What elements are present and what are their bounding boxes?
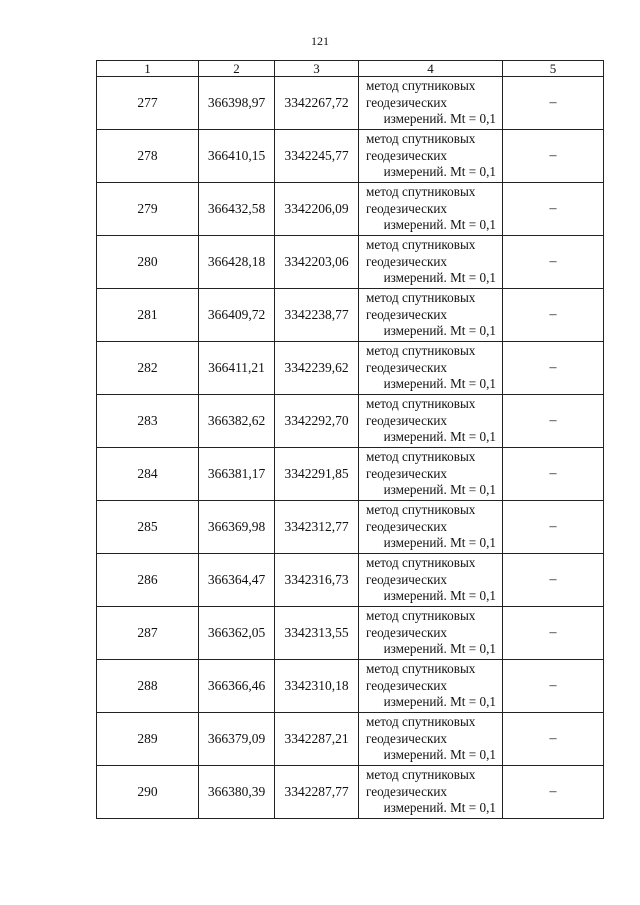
method-cell bbox=[359, 501, 503, 554]
note-cell: – bbox=[503, 342, 604, 395]
x-coordinate-cell: 366428,18 bbox=[199, 236, 275, 289]
x-coordinate-cell: 366382,62 bbox=[199, 395, 275, 448]
note-cell: – bbox=[503, 183, 604, 236]
method-cell bbox=[359, 448, 503, 501]
x-coordinate-cell: 366411,21 bbox=[199, 342, 275, 395]
point-number-cell: 286 bbox=[97, 554, 199, 607]
point-number-cell: 289 bbox=[97, 713, 199, 766]
table-row bbox=[97, 183, 604, 236]
note-cell: – bbox=[503, 766, 604, 819]
table-row bbox=[97, 501, 604, 554]
method-line: геодезических bbox=[366, 518, 448, 534]
note-cell: – bbox=[503, 660, 604, 713]
note-cell: – bbox=[503, 607, 604, 660]
point-number-cell: 290 bbox=[97, 766, 199, 819]
y-coordinate-cell: 3342316,73 bbox=[275, 554, 359, 607]
table-body bbox=[97, 77, 604, 819]
method-line: измерений. Mt = 0,1 bbox=[383, 800, 496, 816]
method-line: метод спутниковых bbox=[366, 184, 476, 200]
method-line: измерений. Mt = 0,1 bbox=[383, 429, 496, 445]
method-line: измерений. Mt = 0,1 bbox=[383, 111, 496, 127]
table-row bbox=[97, 660, 604, 713]
x-coordinate-cell: 366380,39 bbox=[199, 766, 275, 819]
method-line: измерений. Mt = 0,1 bbox=[383, 164, 496, 180]
x-coordinate-cell: 366409,72 bbox=[199, 289, 275, 342]
method-line: измерений. Mt = 0,1 bbox=[383, 747, 496, 763]
method-cell bbox=[359, 713, 503, 766]
y-coordinate-cell: 3342292,70 bbox=[275, 395, 359, 448]
method-cell bbox=[359, 766, 503, 819]
method-line: метод спутниковых bbox=[366, 237, 476, 253]
table-row bbox=[97, 236, 604, 289]
method-line: измерений. Mt = 0,1 bbox=[383, 376, 496, 392]
method-cell bbox=[359, 289, 503, 342]
method-line: геодезических bbox=[366, 359, 448, 375]
method-line: геодезических bbox=[366, 147, 448, 163]
y-coordinate-cell: 3342312,77 bbox=[275, 501, 359, 554]
x-coordinate-cell: 366366,46 bbox=[199, 660, 275, 713]
method-line: метод спутниковых bbox=[366, 131, 476, 147]
table-header-row bbox=[97, 61, 604, 77]
method-line: геодезических bbox=[366, 253, 448, 269]
x-coordinate-cell: 366364,47 bbox=[199, 554, 275, 607]
note-cell: – bbox=[503, 395, 604, 448]
column-header-4: 4 bbox=[359, 61, 503, 77]
y-coordinate-cell: 3342245,77 bbox=[275, 130, 359, 183]
method-cell bbox=[359, 660, 503, 713]
method-line: геодезических bbox=[366, 624, 448, 640]
x-coordinate-cell: 366381,17 bbox=[199, 448, 275, 501]
coordinates-table bbox=[96, 60, 604, 819]
method-line: геодезических bbox=[366, 412, 448, 428]
y-coordinate-cell: 3342291,85 bbox=[275, 448, 359, 501]
column-header-3: 3 bbox=[275, 61, 359, 77]
method-line: геодезических bbox=[366, 677, 448, 693]
method-line: метод спутниковых bbox=[366, 714, 476, 730]
y-coordinate-cell: 3342206,09 bbox=[275, 183, 359, 236]
method-line: геодезических bbox=[366, 94, 448, 110]
x-coordinate-cell: 366432,58 bbox=[199, 183, 275, 236]
point-number-cell: 283 bbox=[97, 395, 199, 448]
method-line: метод спутниковых bbox=[366, 555, 476, 571]
y-coordinate-cell: 3342287,21 bbox=[275, 713, 359, 766]
x-coordinate-cell: 366362,05 bbox=[199, 607, 275, 660]
method-line: геодезических bbox=[366, 465, 448, 481]
column-header-2: 2 bbox=[199, 61, 275, 77]
point-number-cell: 288 bbox=[97, 660, 199, 713]
method-line: геодезических bbox=[366, 571, 448, 587]
point-number-cell: 282 bbox=[97, 342, 199, 395]
table-row bbox=[97, 607, 604, 660]
table-row bbox=[97, 289, 604, 342]
method-line: измерений. Mt = 0,1 bbox=[383, 588, 496, 604]
method-cell bbox=[359, 183, 503, 236]
method-line: измерений. Mt = 0,1 bbox=[383, 641, 496, 657]
table-row bbox=[97, 342, 604, 395]
y-coordinate-cell: 3342310,18 bbox=[275, 660, 359, 713]
point-number-cell: 278 bbox=[97, 130, 199, 183]
note-cell: – bbox=[503, 554, 604, 607]
note-cell: – bbox=[503, 713, 604, 766]
point-number-cell: 277 bbox=[97, 77, 199, 130]
point-number-cell: 279 bbox=[97, 183, 199, 236]
y-coordinate-cell: 3342267,72 bbox=[275, 77, 359, 130]
method-line: метод спутниковых bbox=[366, 661, 476, 677]
table-row bbox=[97, 554, 604, 607]
note-cell: – bbox=[503, 236, 604, 289]
method-line: измерений. Mt = 0,1 bbox=[383, 270, 496, 286]
method-cell bbox=[359, 607, 503, 660]
column-header-5: 5 bbox=[503, 61, 604, 77]
method-line: метод спутниковых bbox=[366, 396, 476, 412]
method-line: метод спутниковых bbox=[366, 502, 476, 518]
note-cell: – bbox=[503, 130, 604, 183]
point-number-cell: 280 bbox=[97, 236, 199, 289]
method-cell bbox=[359, 395, 503, 448]
method-line: метод спутниковых bbox=[366, 343, 476, 359]
page-number: 121 bbox=[311, 34, 329, 48]
method-cell bbox=[359, 130, 503, 183]
method-line: геодезических bbox=[366, 730, 448, 746]
table-row bbox=[97, 130, 604, 183]
x-coordinate-cell: 366379,09 bbox=[199, 713, 275, 766]
column-header-1: 1 bbox=[97, 61, 199, 77]
method-line: метод спутниковых bbox=[366, 767, 476, 783]
method-line: метод спутниковых bbox=[366, 78, 476, 94]
y-coordinate-cell: 3342313,55 bbox=[275, 607, 359, 660]
method-cell bbox=[359, 77, 503, 130]
method-cell bbox=[359, 236, 503, 289]
x-coordinate-cell: 366398,97 bbox=[199, 77, 275, 130]
method-cell bbox=[359, 554, 503, 607]
y-coordinate-cell: 3342239,62 bbox=[275, 342, 359, 395]
method-line: метод спутниковых bbox=[366, 449, 476, 465]
point-number-cell: 281 bbox=[97, 289, 199, 342]
table-row bbox=[97, 395, 604, 448]
point-number-cell: 287 bbox=[97, 607, 199, 660]
y-coordinate-cell: 3342238,77 bbox=[275, 289, 359, 342]
method-cell bbox=[359, 342, 503, 395]
table-row bbox=[97, 766, 604, 819]
method-line: метод спутниковых bbox=[366, 608, 476, 624]
point-number-cell: 284 bbox=[97, 448, 199, 501]
method-line: геодезических bbox=[366, 783, 448, 799]
note-cell: – bbox=[503, 289, 604, 342]
table-row bbox=[97, 77, 604, 130]
y-coordinate-cell: 3342287,77 bbox=[275, 766, 359, 819]
table-row bbox=[97, 448, 604, 501]
method-line: измерений. Mt = 0,1 bbox=[383, 217, 496, 233]
x-coordinate-cell: 366410,15 bbox=[199, 130, 275, 183]
method-line: измерений. Mt = 0,1 bbox=[383, 482, 496, 498]
method-line: метод спутниковых bbox=[366, 290, 476, 306]
method-line: геодезических bbox=[366, 200, 448, 216]
y-coordinate-cell: 3342203,06 bbox=[275, 236, 359, 289]
method-line: геодезических bbox=[366, 306, 448, 322]
method-line: измерений. Mt = 0,1 bbox=[383, 694, 496, 710]
x-coordinate-cell: 366369,98 bbox=[199, 501, 275, 554]
method-line: измерений. Mt = 0,1 bbox=[383, 535, 496, 551]
point-number-cell: 285 bbox=[97, 501, 199, 554]
note-cell: – bbox=[503, 448, 604, 501]
note-cell: – bbox=[503, 501, 604, 554]
note-cell: – bbox=[503, 77, 604, 130]
table-row bbox=[97, 713, 604, 766]
method-line: измерений. Mt = 0,1 bbox=[383, 323, 496, 339]
